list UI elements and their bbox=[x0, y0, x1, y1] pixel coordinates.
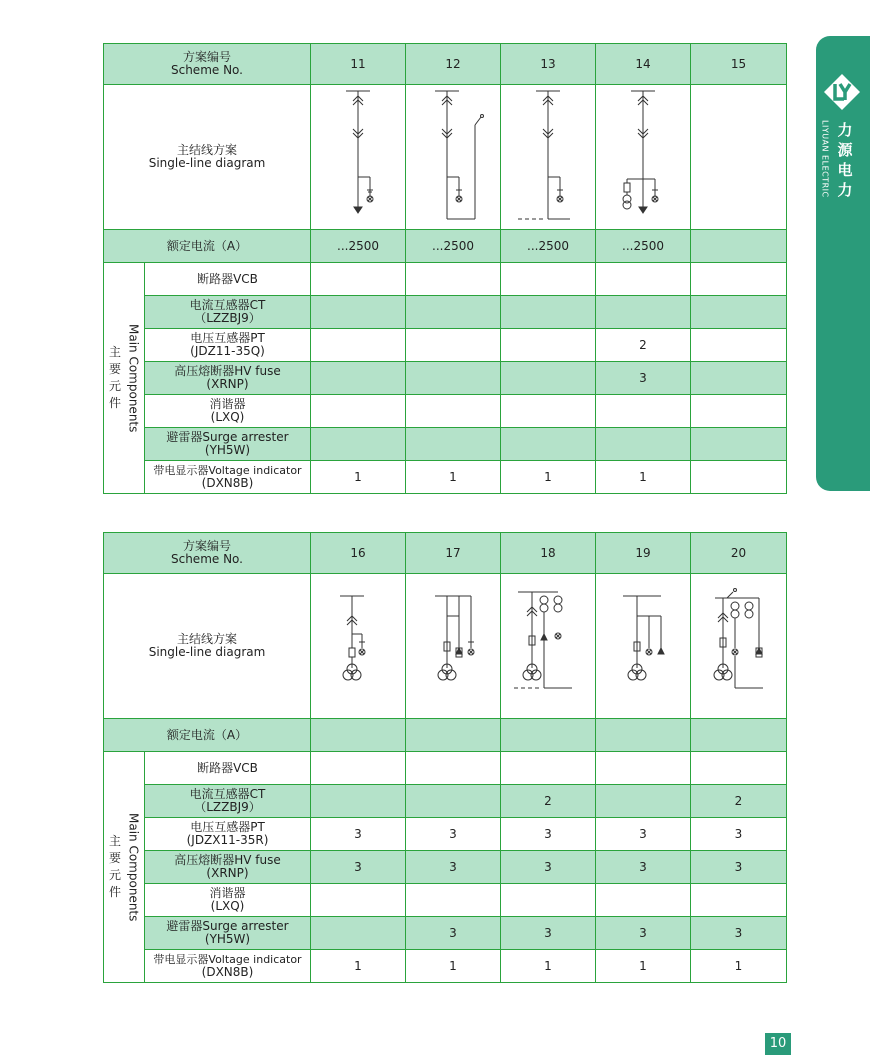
component-quantity bbox=[691, 263, 787, 296]
component-name-line1: 电流互感器CT bbox=[189, 298, 266, 312]
component-name-line2: （LZZBJ9） bbox=[194, 800, 261, 814]
component-name-line2: (YH5W) bbox=[204, 932, 251, 946]
component-quantity bbox=[596, 884, 691, 917]
rated-current-value bbox=[691, 719, 787, 752]
scheme-number: 11 bbox=[311, 44, 406, 85]
component-quantity: 1 bbox=[596, 461, 691, 494]
component-quantity bbox=[406, 296, 501, 329]
page-number: 10 bbox=[765, 1033, 791, 1055]
component-quantity: 3 bbox=[691, 851, 787, 884]
diagram-label: 主结线方案 Single-line diagram bbox=[104, 85, 311, 230]
rated-current-value bbox=[501, 719, 596, 752]
component-quantity bbox=[501, 362, 596, 395]
component-quantity bbox=[501, 428, 596, 461]
component-quantity bbox=[311, 395, 406, 428]
component-name-line1: 断路器VCB bbox=[197, 271, 258, 286]
component-row bbox=[104, 428, 787, 461]
component-quantity bbox=[501, 329, 596, 362]
brand-char: 电 bbox=[837, 161, 853, 179]
component-quantity bbox=[406, 329, 501, 362]
component-quantity bbox=[406, 395, 501, 428]
component-name bbox=[145, 851, 311, 884]
component-name-line2: (YH5W) bbox=[204, 443, 251, 457]
component-quantity: 3 bbox=[596, 362, 691, 395]
component-name bbox=[145, 263, 311, 296]
component-quantity: 1 bbox=[596, 950, 691, 983]
component-name-line2: (LXQ) bbox=[210, 410, 245, 424]
scheme-number: 12 bbox=[406, 44, 501, 85]
component-quantity: 1 bbox=[501, 461, 596, 494]
component-quantity: 3 bbox=[406, 917, 501, 950]
component-row bbox=[104, 395, 787, 428]
component-quantity bbox=[691, 428, 787, 461]
component-name-line1: 高压熔断器HV fuse bbox=[174, 364, 281, 378]
component-row bbox=[104, 851, 787, 884]
component-name-line1: 消谐器 bbox=[209, 397, 246, 411]
component-quantity bbox=[501, 296, 596, 329]
main-components-label bbox=[104, 752, 145, 983]
component-quantity bbox=[406, 428, 501, 461]
component-row bbox=[104, 950, 787, 983]
brand-char: 源 bbox=[837, 141, 853, 159]
brand-char: 力 bbox=[837, 121, 853, 139]
main-components-char: 主 bbox=[108, 834, 121, 848]
component-quantity: 3 bbox=[501, 818, 596, 851]
main-components-char: 主 bbox=[108, 345, 121, 359]
rated-current-value bbox=[596, 719, 691, 752]
component-quantity bbox=[691, 461, 787, 494]
component-quantity bbox=[691, 296, 787, 329]
main-components-char: 件 bbox=[108, 885, 121, 899]
scheme-number: 14 bbox=[596, 44, 691, 85]
component-quantity bbox=[311, 785, 406, 818]
component-quantity: 3 bbox=[596, 917, 691, 950]
component-quantity bbox=[596, 785, 691, 818]
component-name bbox=[145, 752, 311, 785]
component-quantity bbox=[406, 884, 501, 917]
component-quantity: 3 bbox=[691, 917, 787, 950]
scheme-number: 20 bbox=[691, 533, 787, 574]
component-name-line2: (XRNP) bbox=[206, 866, 249, 880]
current-row bbox=[104, 230, 787, 263]
single-line-diagram-empty bbox=[691, 85, 787, 230]
rated-current-value: ...2500 bbox=[596, 230, 691, 263]
component-row bbox=[104, 461, 787, 494]
brand-char: 力 bbox=[837, 181, 853, 199]
component-name-line1: 避雷器Surge arrester bbox=[166, 919, 289, 933]
current-label: 额定电流（A） bbox=[104, 230, 311, 263]
component-quantity bbox=[501, 884, 596, 917]
component-row bbox=[104, 362, 787, 395]
component-quantity bbox=[311, 884, 406, 917]
component-quantity: 3 bbox=[311, 851, 406, 884]
component-quantity: 3 bbox=[691, 818, 787, 851]
component-quantity bbox=[311, 329, 406, 362]
component-name-line1: 电流互感器CT bbox=[189, 787, 266, 801]
scheme-number: 15 bbox=[691, 44, 787, 85]
brand-name-cn bbox=[835, 120, 855, 200]
scheme-number: 16 bbox=[311, 533, 406, 574]
current-row bbox=[104, 719, 787, 752]
component-quantity bbox=[596, 263, 691, 296]
component-name-line1: 高压熔断器HV fuse bbox=[174, 853, 281, 867]
component-name-line1: 消谐器 bbox=[209, 886, 246, 900]
component-quantity: 3 bbox=[596, 818, 691, 851]
component-row bbox=[104, 785, 787, 818]
main-components-en: Main Components bbox=[126, 812, 141, 922]
main-components-char: 要 bbox=[108, 851, 121, 865]
component-name-line2: (JDZ11-35Q) bbox=[190, 344, 265, 358]
component-name-line1: 电压互感器PT bbox=[190, 820, 265, 834]
component-quantity: 2 bbox=[691, 785, 787, 818]
component-name-line1: 避雷器Surge arrester bbox=[166, 430, 289, 444]
single-line-diagram bbox=[406, 85, 501, 230]
component-quantity bbox=[501, 263, 596, 296]
scheme-number: 17 bbox=[406, 533, 501, 574]
component-row bbox=[104, 263, 787, 296]
component-row bbox=[104, 884, 787, 917]
component-name-line2: (DXN8B) bbox=[201, 476, 254, 490]
component-name-line2: (LXQ) bbox=[210, 899, 245, 913]
component-name-line1: 断路器VCB bbox=[197, 760, 258, 775]
component-name bbox=[145, 395, 311, 428]
component-name-line2: (JDZX11-35R) bbox=[186, 833, 269, 847]
component-quantity bbox=[406, 752, 501, 785]
component-quantity bbox=[311, 428, 406, 461]
component-name bbox=[145, 917, 311, 950]
current-label: 额定电流（A） bbox=[104, 719, 311, 752]
component-quantity bbox=[691, 752, 787, 785]
scheme-row bbox=[104, 533, 787, 574]
component-name bbox=[145, 329, 311, 362]
component-quantity: 3 bbox=[596, 851, 691, 884]
scheme-number: 18 bbox=[501, 533, 596, 574]
component-quantity: 3 bbox=[406, 851, 501, 884]
diagram-row bbox=[104, 574, 787, 719]
component-quantity: 1 bbox=[406, 461, 501, 494]
rated-current-value bbox=[691, 230, 787, 263]
component-name bbox=[145, 818, 311, 851]
main-components-char: 要 bbox=[108, 362, 121, 376]
component-name bbox=[145, 461, 311, 494]
single-line-diagram bbox=[406, 574, 501, 719]
scheme-number: 13 bbox=[501, 44, 596, 85]
main-components-label bbox=[104, 263, 145, 494]
component-quantity bbox=[596, 752, 691, 785]
component-quantity bbox=[596, 428, 691, 461]
scheme-label: 方案编号 Scheme No. bbox=[104, 533, 311, 574]
main-components-en: Main Components bbox=[126, 323, 141, 433]
component-quantity: 2 bbox=[501, 785, 596, 818]
single-line-diagram bbox=[596, 574, 691, 719]
component-row bbox=[104, 818, 787, 851]
component-quantity: 1 bbox=[691, 950, 787, 983]
component-quantity bbox=[596, 395, 691, 428]
component-quantity bbox=[311, 752, 406, 785]
component-quantity: 3 bbox=[501, 851, 596, 884]
component-name-line1: 带电显示器Voltage indicator bbox=[153, 464, 302, 477]
component-name-line2: (DXN8B) bbox=[201, 965, 254, 979]
component-quantity: 1 bbox=[501, 950, 596, 983]
rated-current-value: ...2500 bbox=[406, 230, 501, 263]
component-name bbox=[145, 296, 311, 329]
scheme-number: 19 bbox=[596, 533, 691, 574]
scheme-label: 方案编号 Scheme No. bbox=[104, 44, 311, 85]
component-row bbox=[104, 329, 787, 362]
component-name bbox=[145, 362, 311, 395]
single-line-diagram bbox=[596, 85, 691, 230]
component-quantity bbox=[596, 296, 691, 329]
component-quantity: 1 bbox=[311, 950, 406, 983]
component-name-line2: （LZZBJ9） bbox=[194, 311, 261, 325]
diagram-row bbox=[104, 85, 787, 230]
component-quantity: 3 bbox=[311, 818, 406, 851]
component-quantity bbox=[406, 362, 501, 395]
component-quantity bbox=[691, 884, 787, 917]
component-quantity bbox=[406, 785, 501, 818]
single-line-diagram bbox=[501, 574, 596, 719]
single-line-diagram bbox=[501, 85, 596, 230]
component-quantity bbox=[311, 296, 406, 329]
component-name bbox=[145, 884, 311, 917]
liyuan-logo-icon bbox=[822, 72, 862, 112]
component-quantity bbox=[501, 752, 596, 785]
scheme-table-1 bbox=[103, 43, 787, 494]
component-row bbox=[104, 917, 787, 950]
main-components-char: 件 bbox=[108, 396, 121, 410]
component-quantity: 3 bbox=[406, 818, 501, 851]
main-components-char: 元 bbox=[108, 379, 121, 393]
diagram-label: 主结线方案 Single-line diagram bbox=[104, 574, 311, 719]
scheme-table-2 bbox=[103, 532, 787, 983]
single-line-diagram bbox=[691, 574, 787, 719]
component-name bbox=[145, 785, 311, 818]
component-row bbox=[104, 296, 787, 329]
component-quantity bbox=[501, 395, 596, 428]
single-line-diagram bbox=[311, 574, 406, 719]
component-name bbox=[145, 950, 311, 983]
component-row bbox=[104, 752, 787, 785]
component-name bbox=[145, 428, 311, 461]
single-line-diagram bbox=[311, 85, 406, 230]
component-quantity bbox=[311, 263, 406, 296]
component-quantity bbox=[406, 263, 501, 296]
rated-current-value bbox=[311, 719, 406, 752]
component-quantity bbox=[691, 362, 787, 395]
brand-name-en: LIYUAN ELECTRIC bbox=[820, 120, 830, 198]
component-quantity bbox=[311, 917, 406, 950]
rated-current-value: ...2500 bbox=[501, 230, 596, 263]
component-name-line1: 电压互感器PT bbox=[190, 331, 265, 345]
component-quantity bbox=[311, 362, 406, 395]
component-quantity: 1 bbox=[311, 461, 406, 494]
rated-current-value bbox=[406, 719, 501, 752]
component-name-line1: 带电显示器Voltage indicator bbox=[153, 953, 302, 966]
rated-current-value: ...2500 bbox=[311, 230, 406, 263]
component-name-line2: (XRNP) bbox=[206, 377, 249, 391]
component-quantity bbox=[691, 329, 787, 362]
scheme-row bbox=[104, 44, 787, 85]
component-quantity: 3 bbox=[501, 917, 596, 950]
component-quantity: 1 bbox=[406, 950, 501, 983]
component-quantity: 2 bbox=[596, 329, 691, 362]
main-components-char: 元 bbox=[108, 868, 121, 882]
component-quantity bbox=[691, 395, 787, 428]
